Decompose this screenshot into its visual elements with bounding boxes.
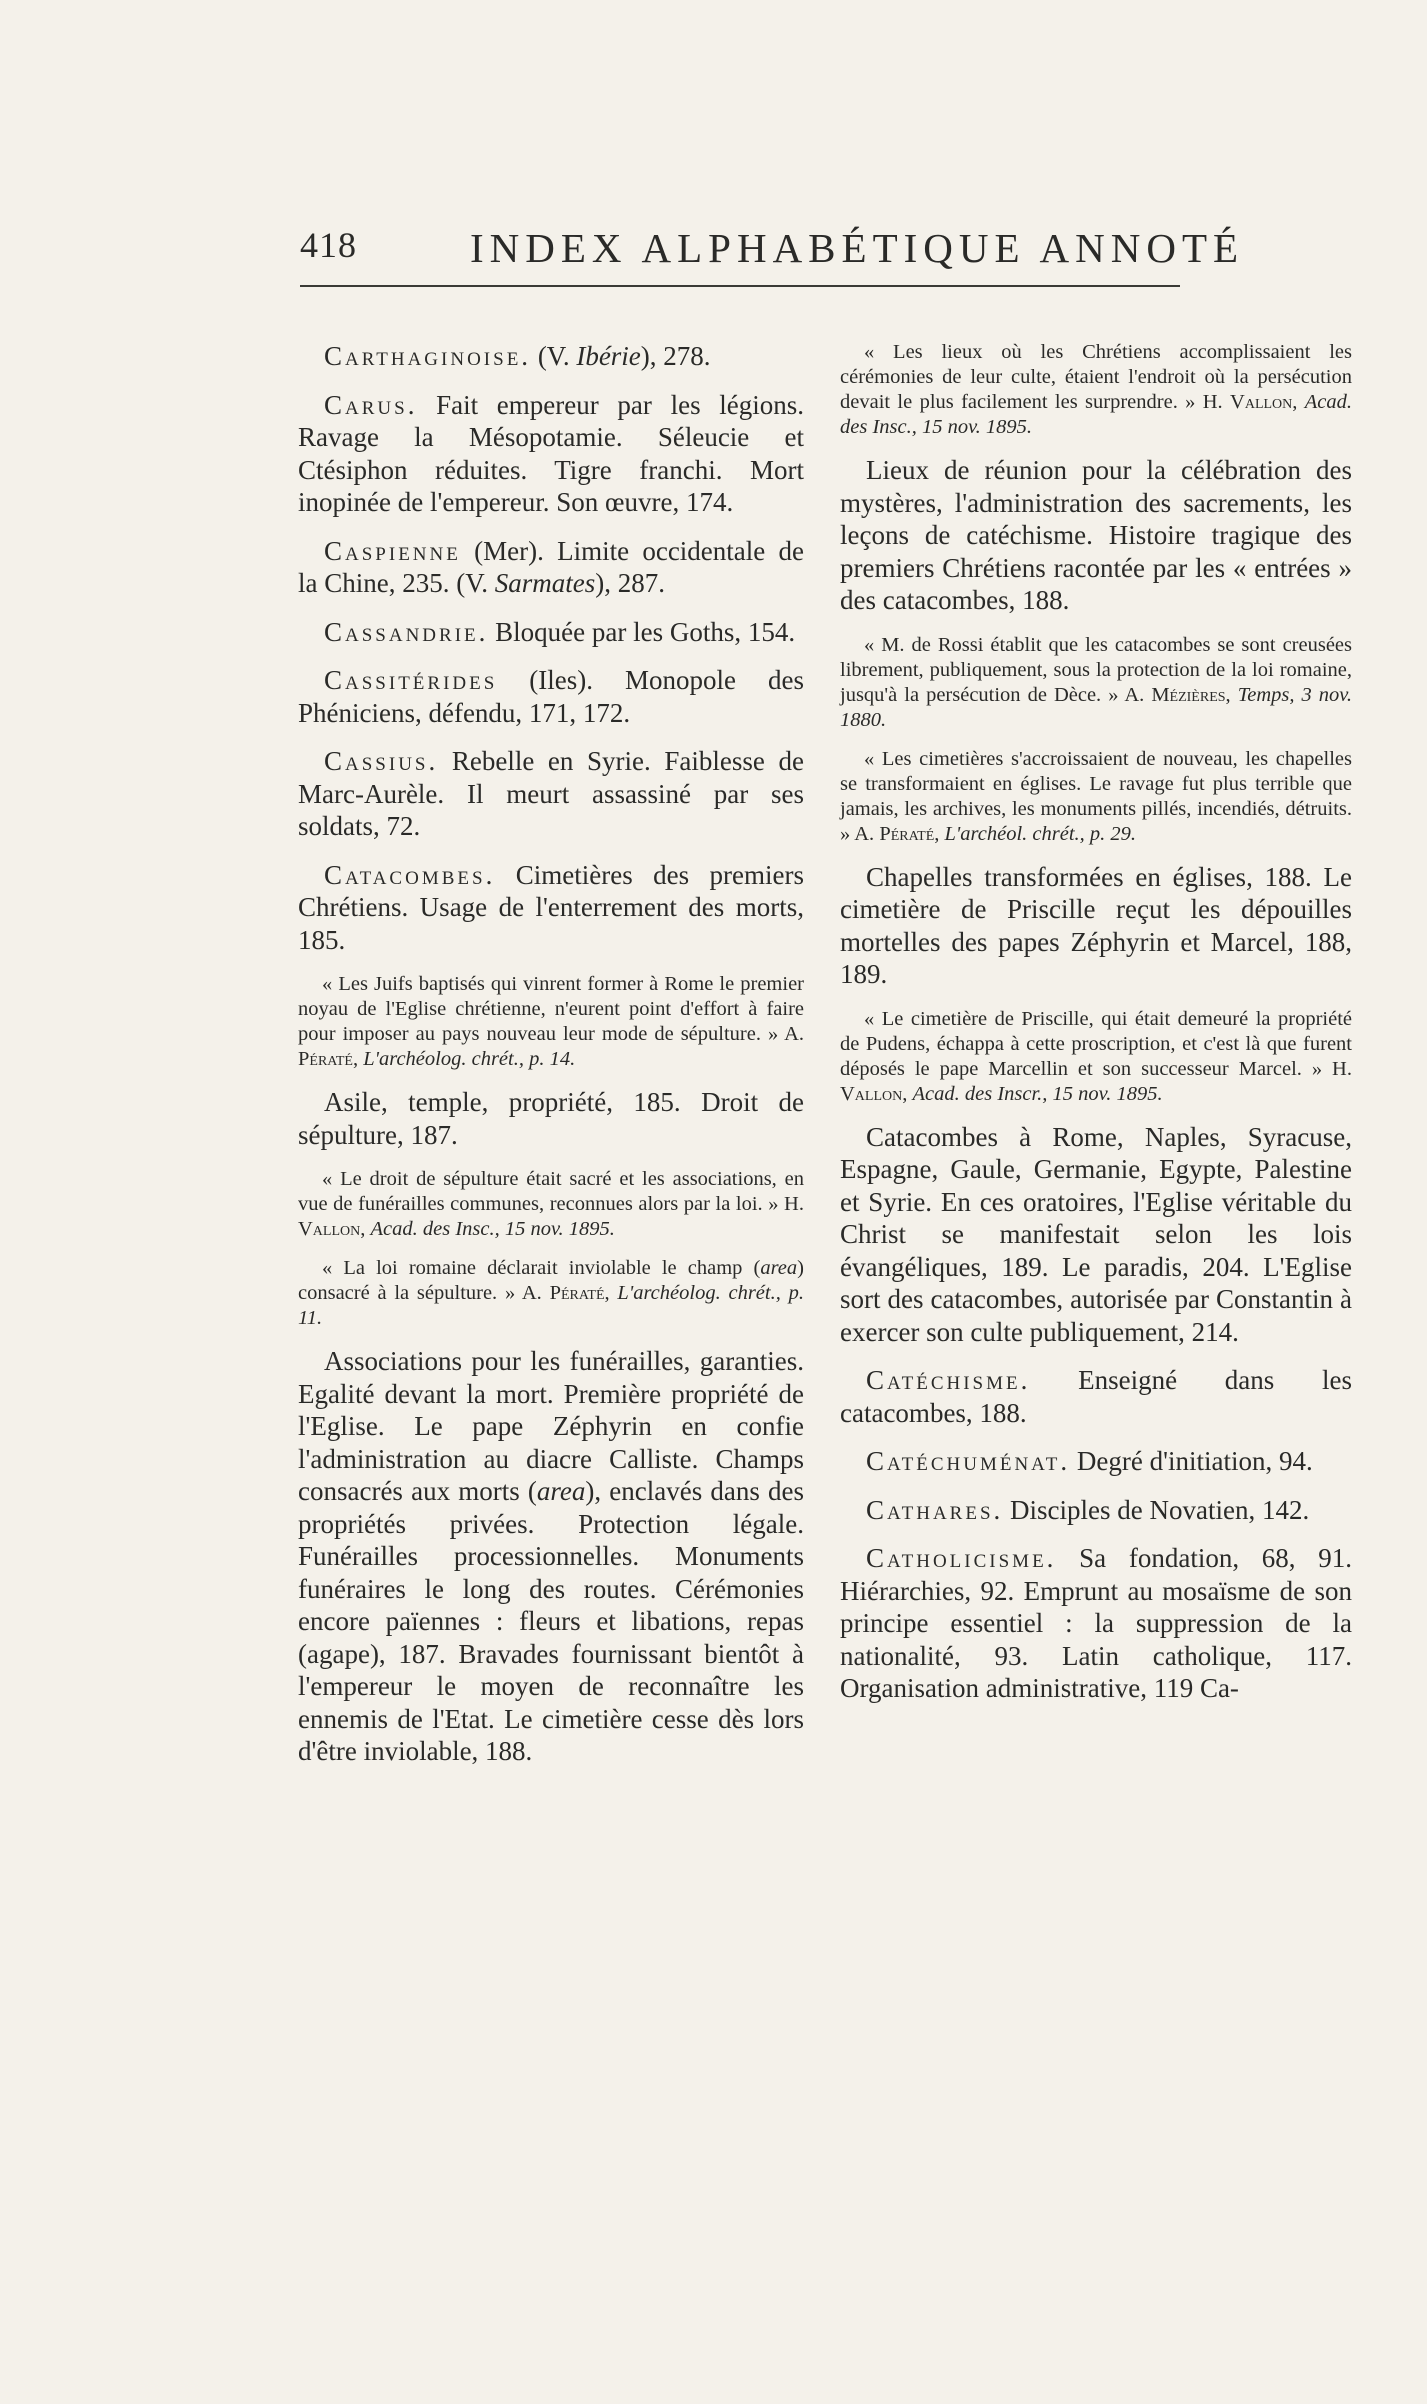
quote-perate-1: « Les Juifs baptisés qui vinrent former à Rome le premier noyau de l'Eglise chrétienne, n'eurent point d'effort à faire pour imposer au pays nouveau leur mode de sépulture. » A. Pératé, L'archéolog. chrét., p. 14. — [298, 973, 804, 1070]
entry-text: ), 287. — [595, 568, 665, 598]
quote-source: Acad. des Inscr., 15 nov. 1895. — [912, 1082, 1163, 1105]
header-rule — [300, 285, 1180, 287]
quote-term: area — [760, 1257, 798, 1279]
headword: Carthaginoise. — [324, 341, 532, 371]
entry-cathares — [840, 1494, 1352, 1527]
entry-catechumenat — [840, 1445, 1352, 1478]
quote-author: Vallon — [840, 1082, 903, 1105]
paragraph-associations — [298, 1345, 804, 1768]
entry-text: Chapelles transformées en églises, 188. Le cimetière de Priscille reçut les dépouilles mortelles des papes Zéphyrin et Marcel, 188, 189. — [840, 861, 1352, 989]
cross-reference: Ibérie — [576, 341, 641, 371]
entry-text: Bloquée par les Goths, 154. — [488, 616, 796, 647]
entry-catholicisme — [840, 1542, 1352, 1705]
paragraph-chapelles — [840, 861, 1352, 991]
entry-carus — [298, 389, 804, 519]
page-title: INDEX ALPHABÉTIQUE ANNOTÉ — [470, 225, 1245, 271]
entry-text: (V. — [531, 341, 577, 371]
quote-source: L'archéolog. chrét., p. 14. — [363, 1048, 576, 1070]
running-head — [300, 224, 1245, 272]
entry-text: ), 278. — [640, 341, 711, 371]
quote-vallon-3: « Le cimetière de Priscille, qui était demeuré la propriété de Pudens, échappa à cette proscription, et c'est là que furent déposés le pape Marcellin et son successeur Marcel. » H. Vallon, Acad. des Inscr., 15 nov. 1895. — [840, 1007, 1352, 1105]
quote-source: Acad. des Insc., 15 nov. 1895. — [370, 1218, 615, 1240]
headword: Cassandrie. — [324, 616, 489, 647]
quote-perate-2: « La loi romaine déclarait inviolable le champ (area) consacré à la sépulture. » A. Pératé, L'archéolog. chrét., p. 11. — [298, 1257, 804, 1329]
quote-source: Acad. des Insc., 15 nov. 1895. — [840, 391, 1352, 438]
entry-carthaginoise — [298, 340, 804, 373]
quote-author: Vallon — [1230, 391, 1293, 413]
entry-text: Lieux de réunion pour la célébration des mystères, l'administration des sacrements, les leçons de catéchisme. Histoire tragique des premiers Chrétiens racontée par les « entrées » des catacombes, 188. — [840, 455, 1352, 615]
quote-text: ) consacré à la sépulture. » A. — [298, 1257, 804, 1304]
quote-source: Temps, 3 nov. 1880. — [840, 683, 1352, 731]
entry-text: Asile, temple, propriété, 185. Droit de sépulture, 187. — [298, 1087, 804, 1150]
headword: Catéchisme. — [866, 1365, 1031, 1395]
paragraph-lieux — [840, 454, 1352, 617]
entry-text: Fait empereur par les légions. Ravage la Mésopotamie. Séleucie et Ctésiphon réduites. Tigre franchi. Mort inopinée de l'empereur. Son œuvre, 174. — [298, 389, 804, 517]
paragraph-catacombes-rome — [840, 1121, 1352, 1349]
entry-text: (Mer). Limite occidentale de la Chine, 235. (V. — [298, 535, 804, 598]
headword: Carus. — [324, 389, 418, 420]
entry-text: Degré d'initiation, 94. — [1070, 1446, 1313, 1476]
entry-cassiterides — [298, 664, 804, 729]
headword: Caspienne — [324, 535, 461, 566]
entry-text: ), enclavés dans des propriétés privées. Protection légale. Funérailles processionnelles. Monuments funéraires le long des routes. Cérémonies encore païennes : fleurs et libations, repas (agape), 187. Bravades fournissant bientôt à l'empereur le moyen de reconnaître les ennemis de l'Etat. Le cimetière cesse dès lors d'être inviolable, 188. — [298, 1476, 804, 1766]
quote-perate-3: « Les cimetières s'accroissaient de nouveau, les chapelles se transformaient en églises. Le ravage fut plus terrible que jamais, les archives, les monuments pillés, incendiés, détruits. » A. Pératé, L'archéol. chrét., p. 29. — [840, 747, 1352, 845]
entry-text: (Iles). Monopole des Phéniciens, défendu, 171, 172. — [298, 665, 804, 728]
quote-source: L'archéol. chrét., p. 29. — [944, 822, 1137, 845]
entry-cassandrie — [298, 616, 804, 649]
entry-caspienne — [298, 535, 804, 600]
left-column — [298, 340, 804, 1784]
entry-text: Sa fondation, 68, 91. Hiérarchies, 92. Emprunt au mosaïsme de son principe essentiel : la suppression de la nationalité, 93. Latin catholique, 117. Organisation administrative, 119 Ca- — [840, 1543, 1352, 1703]
entry-text: Enseigné dans les catacombes, 188. — [840, 1365, 1352, 1428]
entry-catacombes — [298, 859, 804, 957]
quote-text: « Le droit de sépulture était sacré et les associations, en vue de funérailles communes, reconnues alors par la loi. » H. — [298, 1168, 804, 1215]
quote-text: « La loi romaine déclarait inviolable le champ ( — [322, 1257, 761, 1279]
quote-source: L'archéolog. chrét., p. 11. — [298, 1282, 804, 1329]
quote-author: Vallon — [298, 1218, 361, 1240]
headword: Cassitérides — [324, 665, 498, 695]
headword: Catacombes. — [324, 859, 496, 890]
headword: Catéchuménat. — [866, 1446, 1071, 1476]
quote-author: Pératé — [298, 1048, 353, 1070]
entry-cassius — [298, 745, 804, 843]
page-number: 418 — [300, 225, 357, 265]
quote-text: « Le cimetière de Priscille, qui était demeuré la propriété de Pudens, échappa à cette proscription, et c'est là que furent déposés le pape Marcellin et son successeur Marcel. » H. — [840, 1007, 1352, 1080]
quote-text: « Les cimetières s'accroissaient de nouveau, les chapelles se transformaient en églises. Le ravage fut plus terrible que jamais, les archives, les monuments pillés, incendiés, détruits. » A. — [840, 747, 1352, 845]
quote-author: Pératé — [879, 822, 935, 845]
entry-catechisme — [840, 1364, 1352, 1429]
headword: Catholicisme. — [866, 1543, 1057, 1573]
quote-text: « M. de Rossi établit que les catacombes se sont creusées librement, publiquement, sous la protection de la loi romaine, jusqu'à la persécution de Dèce. » A. — [840, 633, 1352, 706]
headword: Cassius. — [324, 746, 439, 776]
quote-vallon-2: « Les lieux où les Chrétiens accomplissaient les cérémonies de leur culte, étaient l'endroit où la persécution devait le plus facilement les surprendre. » H. Vallon, Acad. des Insc., 15 nov. 1895. — [840, 341, 1352, 438]
paragraph-asile — [298, 1086, 804, 1151]
entry-text: Cimetières des premiers Chrétiens. Usage de l'enterrement des morts, 185. — [298, 859, 804, 955]
right-column — [840, 340, 1352, 1721]
headword: Cathares. — [866, 1494, 1004, 1525]
entry-text: Associations pour les funérailles, garanties. Egalité devant la mort. Première propriété de l'Eglise. Le pape Zéphyrin en confie l'administration au diacre Calliste. Champs consacrés aux morts ( — [298, 1346, 804, 1506]
cross-reference: Sarmates — [494, 568, 596, 598]
quote-author: Mézières — [1151, 683, 1226, 706]
quote-author: Pératé — [549, 1282, 605, 1304]
entry-term: area — [536, 1476, 586, 1506]
entry-text: Catacombes à Rome, Naples, Syracuse, Espagne, Gaule, Germanie, Egypte, Palestine et Syrie. En ces oratoires, l'Eglise véritable du Christ se manifestait selon les lois évangéliques, 189. Le paradis, 204. L'Eglise sort des catacombes, autorisée par Constantin à exercer son culte publiquement, 214. — [840, 1121, 1352, 1347]
quote-text: « Les lieux où les Chrétiens accomplissaient les cérémonies de leur culte, étaient l'endroit où la persécution devait le plus facilement les surprendre. » H. — [840, 341, 1352, 413]
quote-text: « Les Juifs baptisés qui vinrent former à Rome le premier noyau de l'Eglise chrétienne, n'eurent point d'effort à faire pour imposer au pays nouveau leur mode de sépulture. » A. — [298, 973, 804, 1045]
quote-vallon-1: « Le droit de sépulture était sacré et les associations, en vue de funérailles communes, reconnues alors par la loi. » H. Vallon, Acad. des Insc., 15 nov. 1895. — [298, 1168, 804, 1240]
entry-text: Disciples de Novatien, 142. — [1003, 1494, 1310, 1525]
quote-mezieres: « M. de Rossi établit que les catacombes se sont creusées librement, publiquement, sous la protection de la loi romaine, jusqu'à la persécution de Dèce. » A. Mézières, Temps, 3 nov. 1880. — [840, 633, 1352, 731]
entry-text: Rebelle en Syrie. Faiblesse de Marc-Aurèle. Il meurt assassiné par ses soldats, 72. — [298, 746, 804, 841]
